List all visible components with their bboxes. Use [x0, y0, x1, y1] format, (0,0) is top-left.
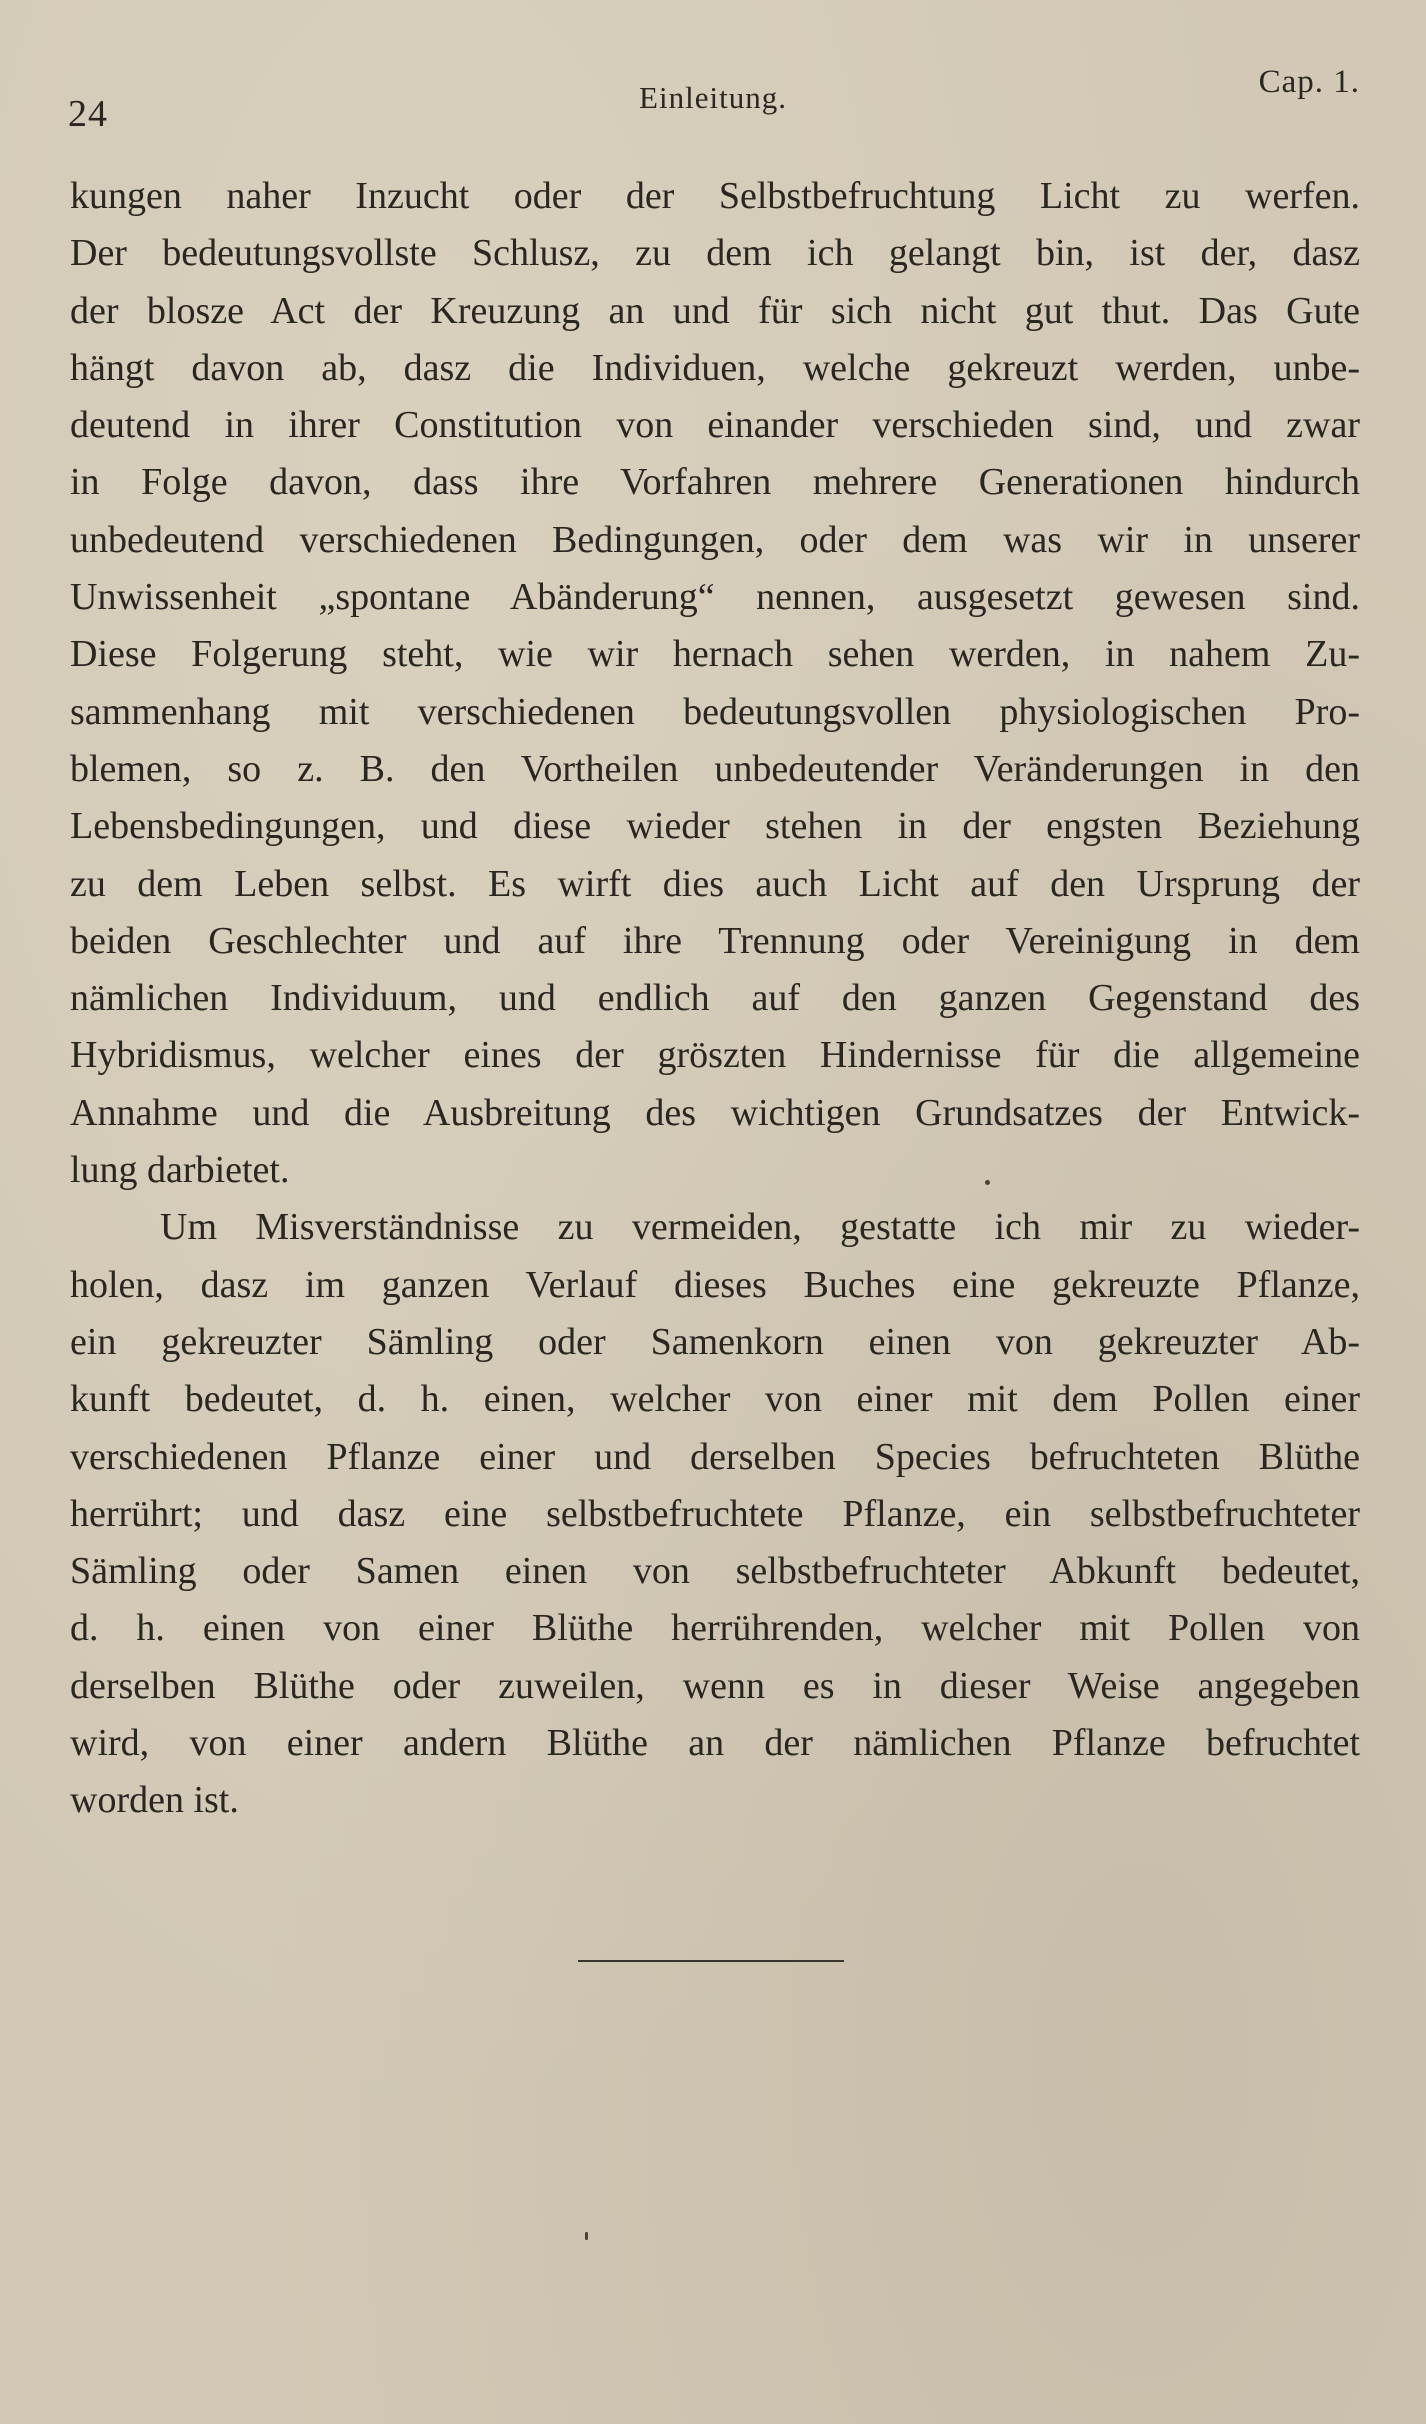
text-line: Sämling oder Samen einen von selbstbefruchteter Abkunft bedeutet,: [70, 1550, 1360, 1593]
text-line: hängt davon ab, dasz die Individuen, welche gekreuzt werden, unbe-: [70, 346, 1360, 389]
text-line: wird, von einer andern Blüthe an der nämlichen Pflanze befruchtet: [70, 1722, 1360, 1765]
section-end-rule: [578, 1960, 844, 1962]
text-line: deutend in ihrer Constitution von einander verschieden sind, und zwar: [70, 404, 1360, 447]
running-head: Einleitung.: [639, 80, 787, 115]
body-text: [70, 168, 1360, 1830]
paragraph-1: [70, 168, 1360, 1199]
text-line: Lebensbedingungen, und diese wieder stehen in der engsten Beziehung: [70, 805, 1360, 848]
text-line: holen, dasz im ganzen Verlauf dieses Buches eine gekreuzte Pflanze,: [70, 1263, 1360, 1306]
text-line: lung darbietet.: [70, 1149, 290, 1192]
text-line: Unwissenheit „spontane Abänderung“ nennen, ausgesetzt gewesen sind.: [70, 576, 1360, 619]
text-line: kungen naher Inzucht oder der Selbstbefruchtung Licht zu werfen.: [70, 175, 1360, 217]
text-line: beiden Geschlechter und auf ihre Trennung oder Vereinigung in dem: [70, 919, 1360, 962]
text-line: Diese Folgerung steht, wie wir hernach sehen werden, in nahem Zu-: [70, 633, 1360, 676]
text-line: Der bedeutungsvollste Schlusz, zu dem ich gelangt bin, ist der, dasz: [70, 232, 1360, 275]
text-line: unbedeutend verschiedenen Bedingungen, oder dem was wir in unserer: [70, 518, 1360, 561]
text-line: Hybridismus, welcher eines der gröszten Hindernisse für die allgemeine: [70, 1034, 1360, 1077]
chapter-reference: Cap. 1.: [1258, 64, 1360, 100]
text-line: blemen, so z. B. den Vortheilen unbedeutender Veränderungen in den: [70, 747, 1360, 790]
text-line: verschiedenen Pflanze einer und derselben Species befruchteten Blüthe: [70, 1435, 1360, 1478]
paper-speck: [985, 1180, 990, 1185]
text-line: derselben Blüthe oder zuweilen, wenn es in dieser Weise angegeben: [70, 1664, 1360, 1707]
text-line: d. h. einen von einer Blüthe herrührenden, welcher mit Pollen von: [70, 1607, 1360, 1650]
text-line: zu dem Leben selbst. Es wirft dies auch Licht auf den Ursprung der: [70, 862, 1360, 905]
text-line: herrührt; und dasz eine selbstbefruchtete Pflanze, ein selbstbefruchteter: [70, 1492, 1360, 1535]
text-line: sammenhang mit verschiedenen bedeutungsvollen physiologischen Pro-: [70, 690, 1360, 733]
text-line: Um Misverständnisse zu vermeiden, gestatte ich mir zu wieder-: [160, 1206, 1360, 1249]
text-line: nämlichen Individuum, und endlich auf den ganzen Gegenstand des: [70, 977, 1360, 1020]
text-line: Annahme und die Ausbreitung des wichtigen Grundsatzes der Entwick-: [70, 1091, 1360, 1134]
text-line: der blosze Act der Kreuzung an und für sich nicht gut thut. Das Gute: [70, 289, 1360, 332]
text-line: worden ist.: [70, 1779, 239, 1822]
page-number: 24: [68, 93, 108, 135]
text-line: in Folge davon, dass ihre Vorfahren mehrere Generationen hindurch: [70, 461, 1360, 504]
text-line: kunft bedeutet, d. h. einen, welcher von einer mit dem Pollen einer: [70, 1378, 1360, 1421]
paper-speck: [585, 2232, 588, 2240]
text-line: ein gekreuzter Sämling oder Samenkorn einen von gekreuzter Ab-: [70, 1320, 1360, 1363]
paragraph-2: [70, 1199, 1360, 1829]
